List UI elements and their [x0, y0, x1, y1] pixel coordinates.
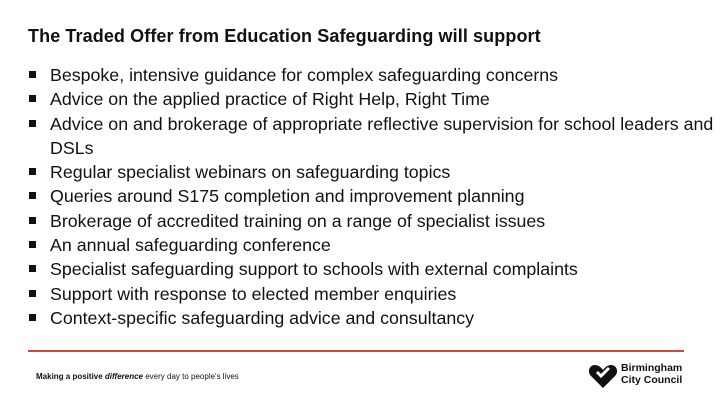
slide-title: The Traded Offer from Education Safeguarding will support: [28, 26, 541, 46]
bullet-item: Advice on the applied practice of Right Help, Right Time: [28, 87, 718, 111]
bullet-list: [28, 63, 718, 330]
bullet-item: Regular specialist webinars on safeguarding topics: [28, 160, 718, 184]
footer-divider: [28, 350, 684, 352]
council-logo: [588, 361, 714, 393]
footer-tagline: [36, 372, 239, 381]
logo-line: Birmingham: [621, 362, 683, 374]
tagline-part: every day to people's lives: [143, 372, 239, 381]
bullet-item: Queries around S175 completion and improvement planning: [28, 184, 718, 208]
bullet-item: Advice on and brokerage of appropriate reflective supervision for school leaders and DSLs: [28, 112, 718, 161]
tagline-part: Making a positive: [36, 372, 105, 381]
logo-line: City Council: [621, 374, 683, 386]
bullet-item: Context-specific safeguarding advice and consultancy: [28, 306, 718, 330]
bullet-item: Specialist safeguarding support to schools with external complaints: [28, 257, 718, 281]
bullet-item: An annual safeguarding conference: [28, 233, 718, 257]
tagline-emphasis: difference: [104, 372, 143, 381]
bullet-item: Bespoke, intensive guidance for complex safeguarding concerns: [28, 63, 718, 87]
bullet-item: Support with response to elected member enquiries: [28, 282, 718, 306]
bullet-item: Brokerage of accredited training on a range of specialist issues: [28, 209, 718, 233]
heart-icon: [588, 363, 618, 389]
